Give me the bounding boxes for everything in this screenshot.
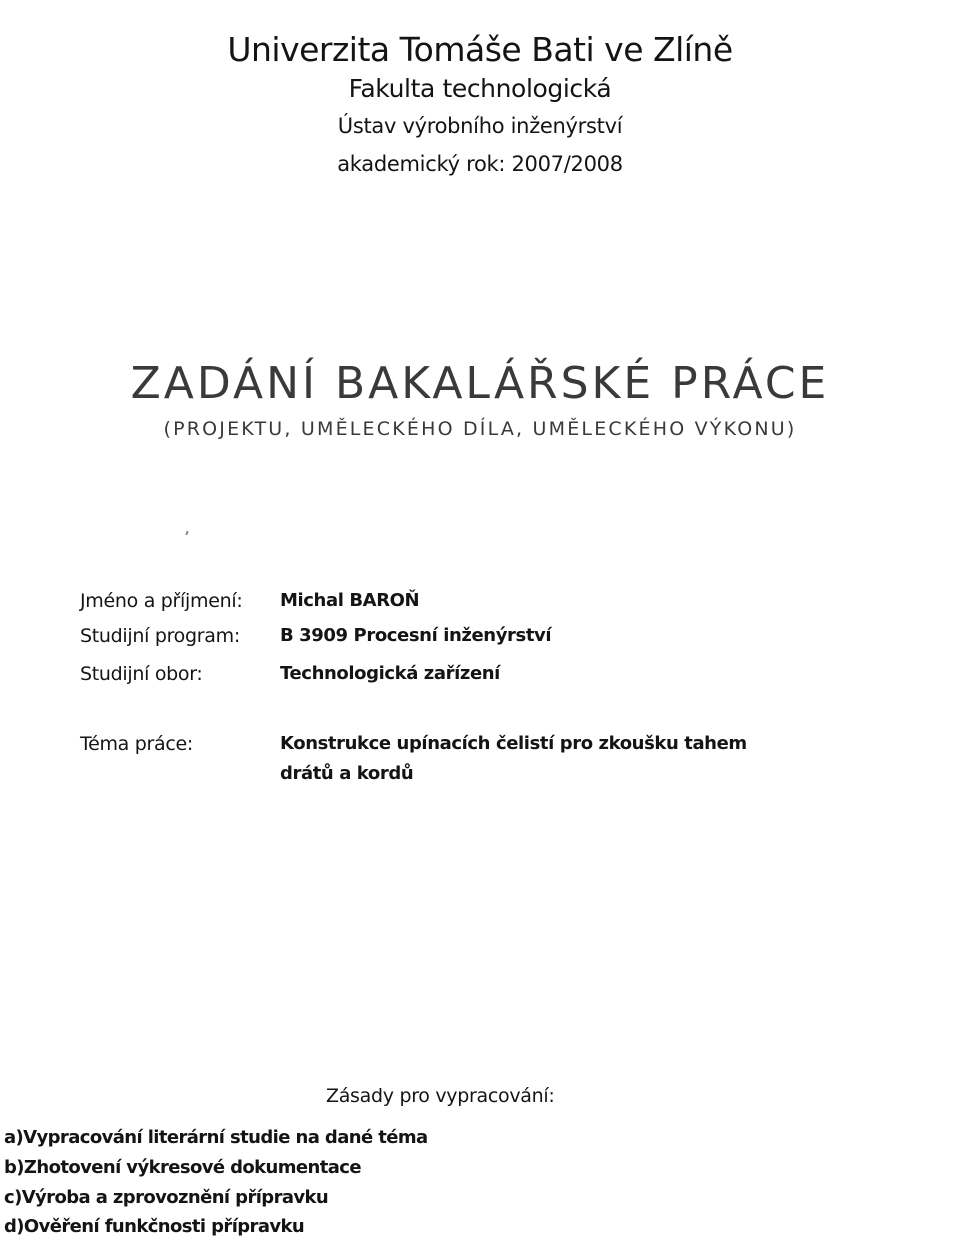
document-title: ZADÁNÍ BAKALÁŘSKÉ PRÁCE — [130, 358, 830, 409]
field-value: Technologická zařízení — [280, 663, 500, 684]
topic-value-line1: Konstrukce upínacích čelistí pro zkoušku tahem — [280, 733, 747, 754]
guideline-item: b)Zhotovení výkresové dokumentace — [4, 1157, 361, 1178]
program-label: Studijní program: — [80, 625, 240, 647]
guideline-item: d)Ověření funkčnosti přípravku — [4, 1216, 305, 1237]
name-value: Michal BAROŇ — [280, 590, 420, 611]
academic-year: akademický rok: 2007/2008 — [337, 152, 623, 176]
institute-name: Ústav výrobního inženýrství — [337, 114, 623, 138]
topic-label: Téma práce: — [80, 733, 194, 755]
scan-speck — [185, 531, 188, 535]
guideline-item: c)Výroba a zprovoznění přípravku — [4, 1187, 329, 1208]
university-name: Univerzita Tomáše Bati ve Zlíně — [227, 30, 733, 69]
topic-value-line2: drátů a kordů — [280, 763, 414, 784]
name-label: Jméno a příjmení: — [80, 590, 243, 612]
faculty-name: Fakulta technologická — [348, 74, 612, 103]
program-value: B 3909 Procesní inženýrství — [280, 625, 552, 646]
document-subtitle: (PROJEKTU, UMĚLECKÉHO DÍLA, UMĚLECKÉHO VÝKONU) — [163, 418, 797, 440]
guideline-item: a)Vypracování literární studie na dané téma — [4, 1127, 428, 1148]
guidelines-heading: Zásady pro vypracování: — [326, 1085, 555, 1107]
field-label: Studijní obor: — [80, 663, 203, 685]
